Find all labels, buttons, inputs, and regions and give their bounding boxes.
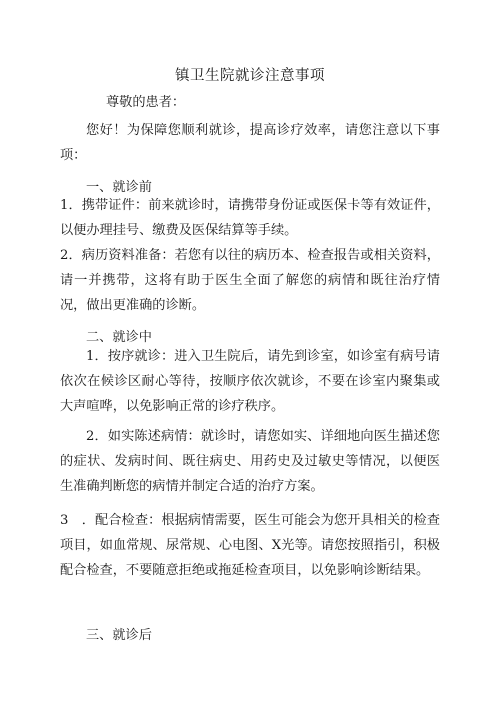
- during-item-3: 3 ．配合检查：根据病情需要，医生可能会为您开具相关的检查项目，如血常规、尿常规、心电图、X光等。请您按照指引，积极配合检查，不要随意拒绝或拖延检查项目，以免影响诊断结果。: [60, 513, 440, 578]
- during-item-2: 2．如实陈述病情：就诊时，请您如实、详细地向医生描述您的症状、发病时间、既往病史、用药史及过敏史等情况，以便医生准确判断您的病情并制定合适的治疗方案。: [60, 429, 440, 494]
- section-heading-during-visit: 二、就诊中: [86, 330, 152, 345]
- intro-paragraph: 您好！为保障您顺利就诊，提高诊疗效率，请您注意以下事项：: [60, 123, 440, 163]
- before-item-2: 2．病历资料准备：若您有以往的病历本、检查报告或相关资料，请一并携带，这将有助于医生全面了解您的病情和既往治疗情况，做出更准确的诊断。: [60, 248, 440, 313]
- before-item-1: 1．携带证件：前来就诊时，请携带身份证或医保卡等有效证件，以便办理挂号、缴费及医保结算等手续。: [60, 198, 440, 238]
- salutation: 尊敬的患者：: [106, 95, 186, 110]
- during-item-1: 1．按序就诊：进入卫生院后，请先到诊室，如诊室有病号请依次在候诊区耐心等待，按顺序依次就诊，不要在诊室内聚集或大声喧哗，以免影响正常的诊疗秩序。: [60, 349, 440, 414]
- section-heading-before-visit: 一、就诊前: [86, 180, 152, 195]
- section-heading-after-visit: 三、就诊后: [86, 628, 152, 643]
- document-title: 镇卫生院就诊注意事项: [175, 68, 325, 84]
